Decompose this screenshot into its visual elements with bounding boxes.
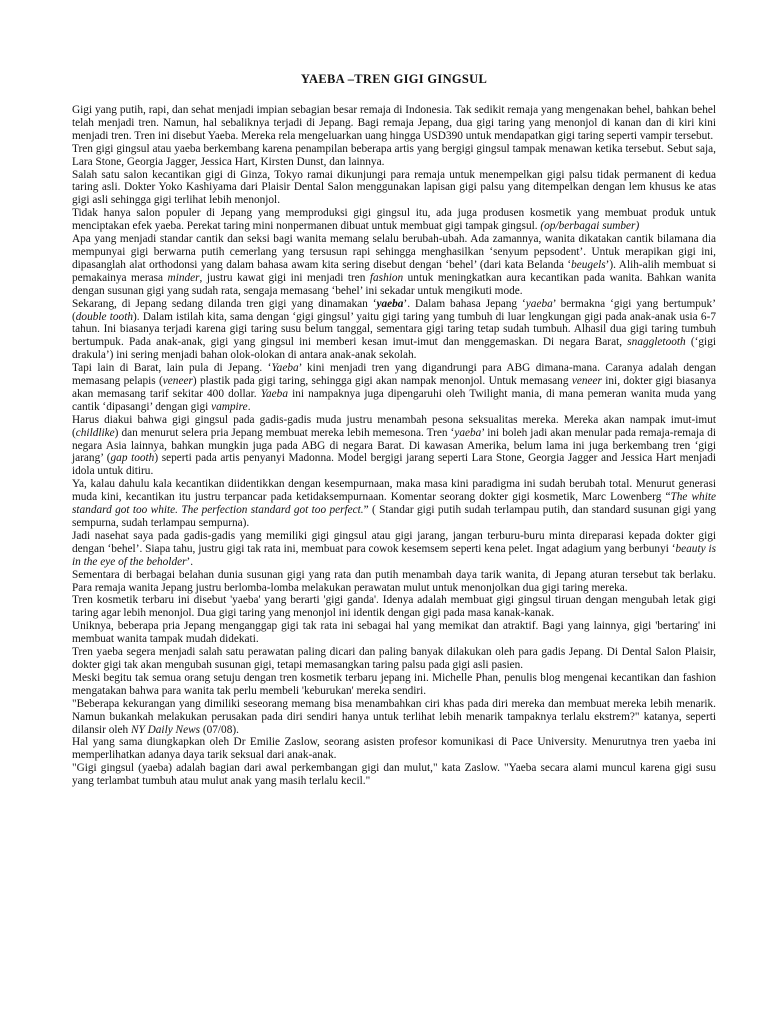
paragraph: [72, 646, 716, 672]
italic-text: (op/berbagai sumber): [540, 220, 640, 233]
italic-text: Yaeba: [260, 387, 288, 400]
paragraph: [72, 478, 716, 530]
text-run: (‘gigi drakula’) ini sering menjadi bahan olok-olokan di antara anak-anak sekolah.: [72, 336, 716, 362]
text-run: Ya, kalau dahulu kala kecantikan diidentikkan dengan kesempurnaan, maka masa kini paradigma ini sudah berubah total. Menurut generasi muda kini, kecantikan itu justru terpancar pada ketidaksempurnaan. Komentar seorang dokter gigi kosmetik, Marc Lowenberg “: [72, 478, 716, 504]
text-run: ) plastik pada gigi taring, sehingga gigi akan nampak menonjol. Untuk memasang: [192, 375, 572, 388]
paragraph: [72, 169, 716, 208]
text-run: Harus diakui bahwa gigi gingsul pada gadis-gadis muda justru menambah pesona seksualitas mereka. Mereka akan nampak imut-imut (: [72, 413, 716, 439]
italic-text: yaeba: [454, 426, 482, 439]
italic-text: veneer: [571, 375, 602, 388]
italic-text: vampire: [211, 400, 248, 413]
text-run: Tidak hanya salon populer di Jepang yang memproduksi gigi gingsul itu, ada juga produsen kosmetik yang membuat produk untuk menciptakan efek yaeba. Perekat taring mini nonpermanen dibuat untuk membuat gigi tampak gingsul.: [72, 207, 716, 233]
italic-text: beugels: [571, 258, 606, 271]
text-run: ini, dokter gigi biasanya akan memasang tarif sekitar 400 dollar.: [72, 375, 716, 400]
paragraph: [72, 569, 716, 595]
text-run: .: [247, 400, 251, 413]
text-run: ” ( Standar gigi putih sudah terlampau putih, dan standard susunan gigi yang sempurna, sudah terlampau sempurna).: [72, 504, 716, 529]
text-run: Uniknya, beberapa pria Jepang menganggap gigi tak rata ini sebagai hal yang memikat dan atraktif. Bagi yang lainnya, gigi 'bertaring' ini membuat wanita tampak mudah didekati.: [72, 620, 716, 646]
paragraph: [72, 530, 716, 569]
italic-text: fashion: [369, 271, 404, 284]
paragraph: [72, 698, 716, 737]
paragraph: [72, 207, 716, 233]
text-run: Tren gigi gingsul atau yaeba berkembang karena penampilan beberapa artis yang bergigi gingsul tampak menawan ketika tersebut. Sebut saja, Lara Stone, Georgia Jagger, Jessica Hart, Kirsten Dunst, dan lainnya.: [72, 142, 716, 168]
text-run: ’ ini boleh jadi akan menular pada remaja-remaja di negara Asia lainnya, bahkan mungkin juga pada ABG di negara Barat. Di kawasan Amerika, belum lama ini juga berkembang tren ‘gigi jarang’ (: [72, 426, 716, 465]
paragraph: [72, 736, 716, 762]
text-run: ’ kini menjadi tren yang digandrungi para ABG dimana-mana. Caranya adalah dengan memasang pelapis (: [72, 362, 716, 388]
italic-text: Yaeba: [271, 362, 299, 375]
text-run: Tapi lain di Barat, lain pula di Jepang. ‘: [72, 362, 272, 375]
text-run: Tren yaeba segera menjadi salah satu perawatan paling dicari dan paling banyak dilakukan oleh para gadis Jepang. Di Dental Salon Plaisir, dokter gigi tak akan mengubah susunan gigi, tetapi memasangkan taring palsu pada gigi asli pasien.: [72, 646, 716, 671]
text-run: ini nampaknya juga dipengaruhi oleh Twilight mania, di mana pemeran wanita muda yang cantik ‘dipasangi’ dengan gigi: [72, 387, 716, 413]
text-run: Sekarang, di Jepang sedang dilanda tren gigi yang dinamakan ‘: [72, 297, 377, 310]
text-run: Tren kosmetik terbaru ini disebut 'yaeba' yang berarti 'gigi ganda'. Idenya adalah membuat gigi gingsul tiruan dengan mengubah letak gigi taring agar lebih menonjol. Dua gigi taring yang menonjol ini identik dengan gigi pada masa kanak-kanak.: [72, 594, 716, 620]
text-run: Gigi yang putih, rapi, dan sehat menjadi impian sebagian besar remaja di Indonesia. Tak sedikit remaja yang mengenakan behel, bahkan behel telah menjadi tren. Namun, hal sebaliknya terjadi di Jepang. Bagi remaja Jepang, dua gigi taring yang menonjol di kanan dan di kiri kini menjadi tren. Tren ini disebut Yaeba. Mereka rela mengeluarkan uang hingga USD390 untuk mendapatkan gigi taring seperti vampir tersebut.: [72, 104, 716, 142]
italic-text: minder: [167, 271, 200, 284]
text-run: ’). Alih-alih membuat si pemakainya merasa: [72, 258, 717, 284]
text-run: Sementara di berbagai belahan dunia susunan gigi yang rata dan putih menambah daya tarik wanita, di Jepang aturan tersebut tak berlaku. Para remaja wanita Jepang justru berlomba-lomba melakukan perawatan mulut untuk menonjolkan dua gigi taring mereka.: [72, 568, 716, 594]
text-run: , justru kawat gigi ini menjadi tren: [199, 271, 370, 284]
text-run: (07/08).: [200, 723, 239, 736]
italic-text: yaeba: [525, 297, 553, 310]
text-run: Salah satu salon kecantikan gigi di Ginza, Tokyo ramai dikunjungi para remaja untuk menempelkan gigi palsu tidak permanent di kedua taring asli. Dokter Yoko Kashiyama dari Plaisir Dental Salon menggunakan lapisan gigi palsu yang ditempelkan dengan lem khusus ke atas gigi asli sehingga gigi terlihat lebih menonjol.: [72, 168, 716, 207]
document-body: [72, 104, 716, 788]
paragraph: [72, 298, 716, 363]
text-run: ’.: [186, 555, 194, 568]
paragraph: [72, 362, 716, 414]
text-run: Jadi nasehat saya pada gadis-gadis yang memiliki gigi gingsul atau gigi jarang, jangan terburu-buru minta direparasi kepada dokter gigi dengan ‘behel’. Siapa tahu, justru gigi tak rata ini, membuat para cowok kesemsem seperti kena pelet. Ingat adagium yang berbunyi ‘: [72, 529, 716, 555]
italic-text: NY Daily News: [130, 723, 201, 736]
text-run: ) dan menurut selera pria Jepang membuat mereka lebih memesona. Tren ‘: [114, 426, 455, 439]
italic-text: gap tooth: [110, 452, 155, 465]
paragraph: [72, 414, 716, 479]
text-run: Apa yang menjadi standar cantik dan seksi bagi wanita memang selalu berubah-ubah. Ada zamannya, wanita dikatakan cantik bilamana dia mempunyai gigi berwarna putih cemerlang yang tersusun rapi sehingga menghasilkan ‘senyum pepsodent’. Untuk merapikan gigi ini, dipasanglah alat orthodonsi yang dalam bahasa awam kita sering disebut dengan ‘behel’ (dari kata Belanda ‘: [72, 233, 716, 271]
italic-text: beauty is in the eye of the beholder: [72, 542, 716, 568]
paragraph: [72, 104, 716, 143]
italic-text: snaggletooth: [627, 336, 686, 349]
text-run: Meski begitu tak semua orang setuju dengan tren kosmetik terbaru jepang ini. Michelle Phan, penulis blog mengenai kecantikan dan fashion mengatakan bahwa para wanita tak perlu membeli 'keburukan' mereka sendiri.: [72, 671, 716, 697]
text-run: untuk meningkatkan aura kecantikan pada wanita. Bahkan wanita dengan susunan gigi yang sudah rata, sengaja memasang ‘behel’ ini sekadar untuk mengikuti mode.: [72, 271, 716, 297]
paragraph: [72, 594, 716, 620]
italic-text: veneer: [162, 375, 193, 388]
italic-text: The white standard got too white. The perfection standard got too perfect.: [72, 491, 716, 517]
italic-text: childlike: [75, 426, 115, 439]
paragraph: [72, 143, 716, 169]
paragraph: [72, 620, 716, 646]
text-run: ). Dalam istilah kita, sama dengan ‘gigi gingsul’ yaitu gigi taring yang tumbuh di luar lengkungan gigi pada anak-anak usia 6-7 tahun. Ini biasanya terjadi karena gigi taring susu belum tanggal, sementara gigi taring tetap sudah tumbuh. Alhasil dua gigi taring tumbuh bertumpuk. Pada anak-anak, gigi yang gingsul ini memberi kesan imut-imut dan menggemaskan. Di negara Barat,: [72, 310, 716, 349]
document-title: YAEBA –TREN GIGI GINGSUL: [300, 72, 488, 86]
paragraph: [72, 762, 716, 788]
bold-italic-text: yaeba: [376, 297, 404, 310]
text-run: ) seperti pada artis penyanyi Madonna. Model bergigi jarang seperti Lara Stone, Georgia Jagger and Jessica Hart menjadi idola untuk ditiru.: [72, 452, 716, 478]
text-run: ’ bermakna ‘gigi yang bertumpuk’ (: [72, 297, 716, 323]
paragraph: [72, 233, 716, 298]
text-run: "Gigi gingsul (yaeba) adalah bagian dari awal perkembangan gigi dan mulut," kata Zaslow. "Yaeba secara alami muncul karena gigi susu yang terlambat tumbuh atau mulut anak yang masih terlalu kecil.": [72, 762, 716, 788]
text-run: ’. Dalam bahasa Jepang ‘: [403, 297, 526, 310]
text-run: Hal yang sama diungkapkan oleh Dr Emilie Zaslow, seorang asisten profesor komunikasi di Pace University. Menurutnya tren yaeba ini memperlihatkan adanya daya tarik seksual dari anak-anak.: [72, 736, 716, 762]
text-run: "Beberapa kekurangan yang dimiliki seseorang memang bisa menambahkan ciri khas pada diri mereka dan membuat mereka lebih menarik. Namun bukankah melakukan perusakan pada diri sendiri hanya untuk terlihat lebih menarik tampaknya terlalu ekstrem?" katanya, seperti dilansir oleh: [72, 697, 716, 736]
italic-text: double tooth: [75, 310, 133, 323]
paragraph: [72, 672, 716, 698]
